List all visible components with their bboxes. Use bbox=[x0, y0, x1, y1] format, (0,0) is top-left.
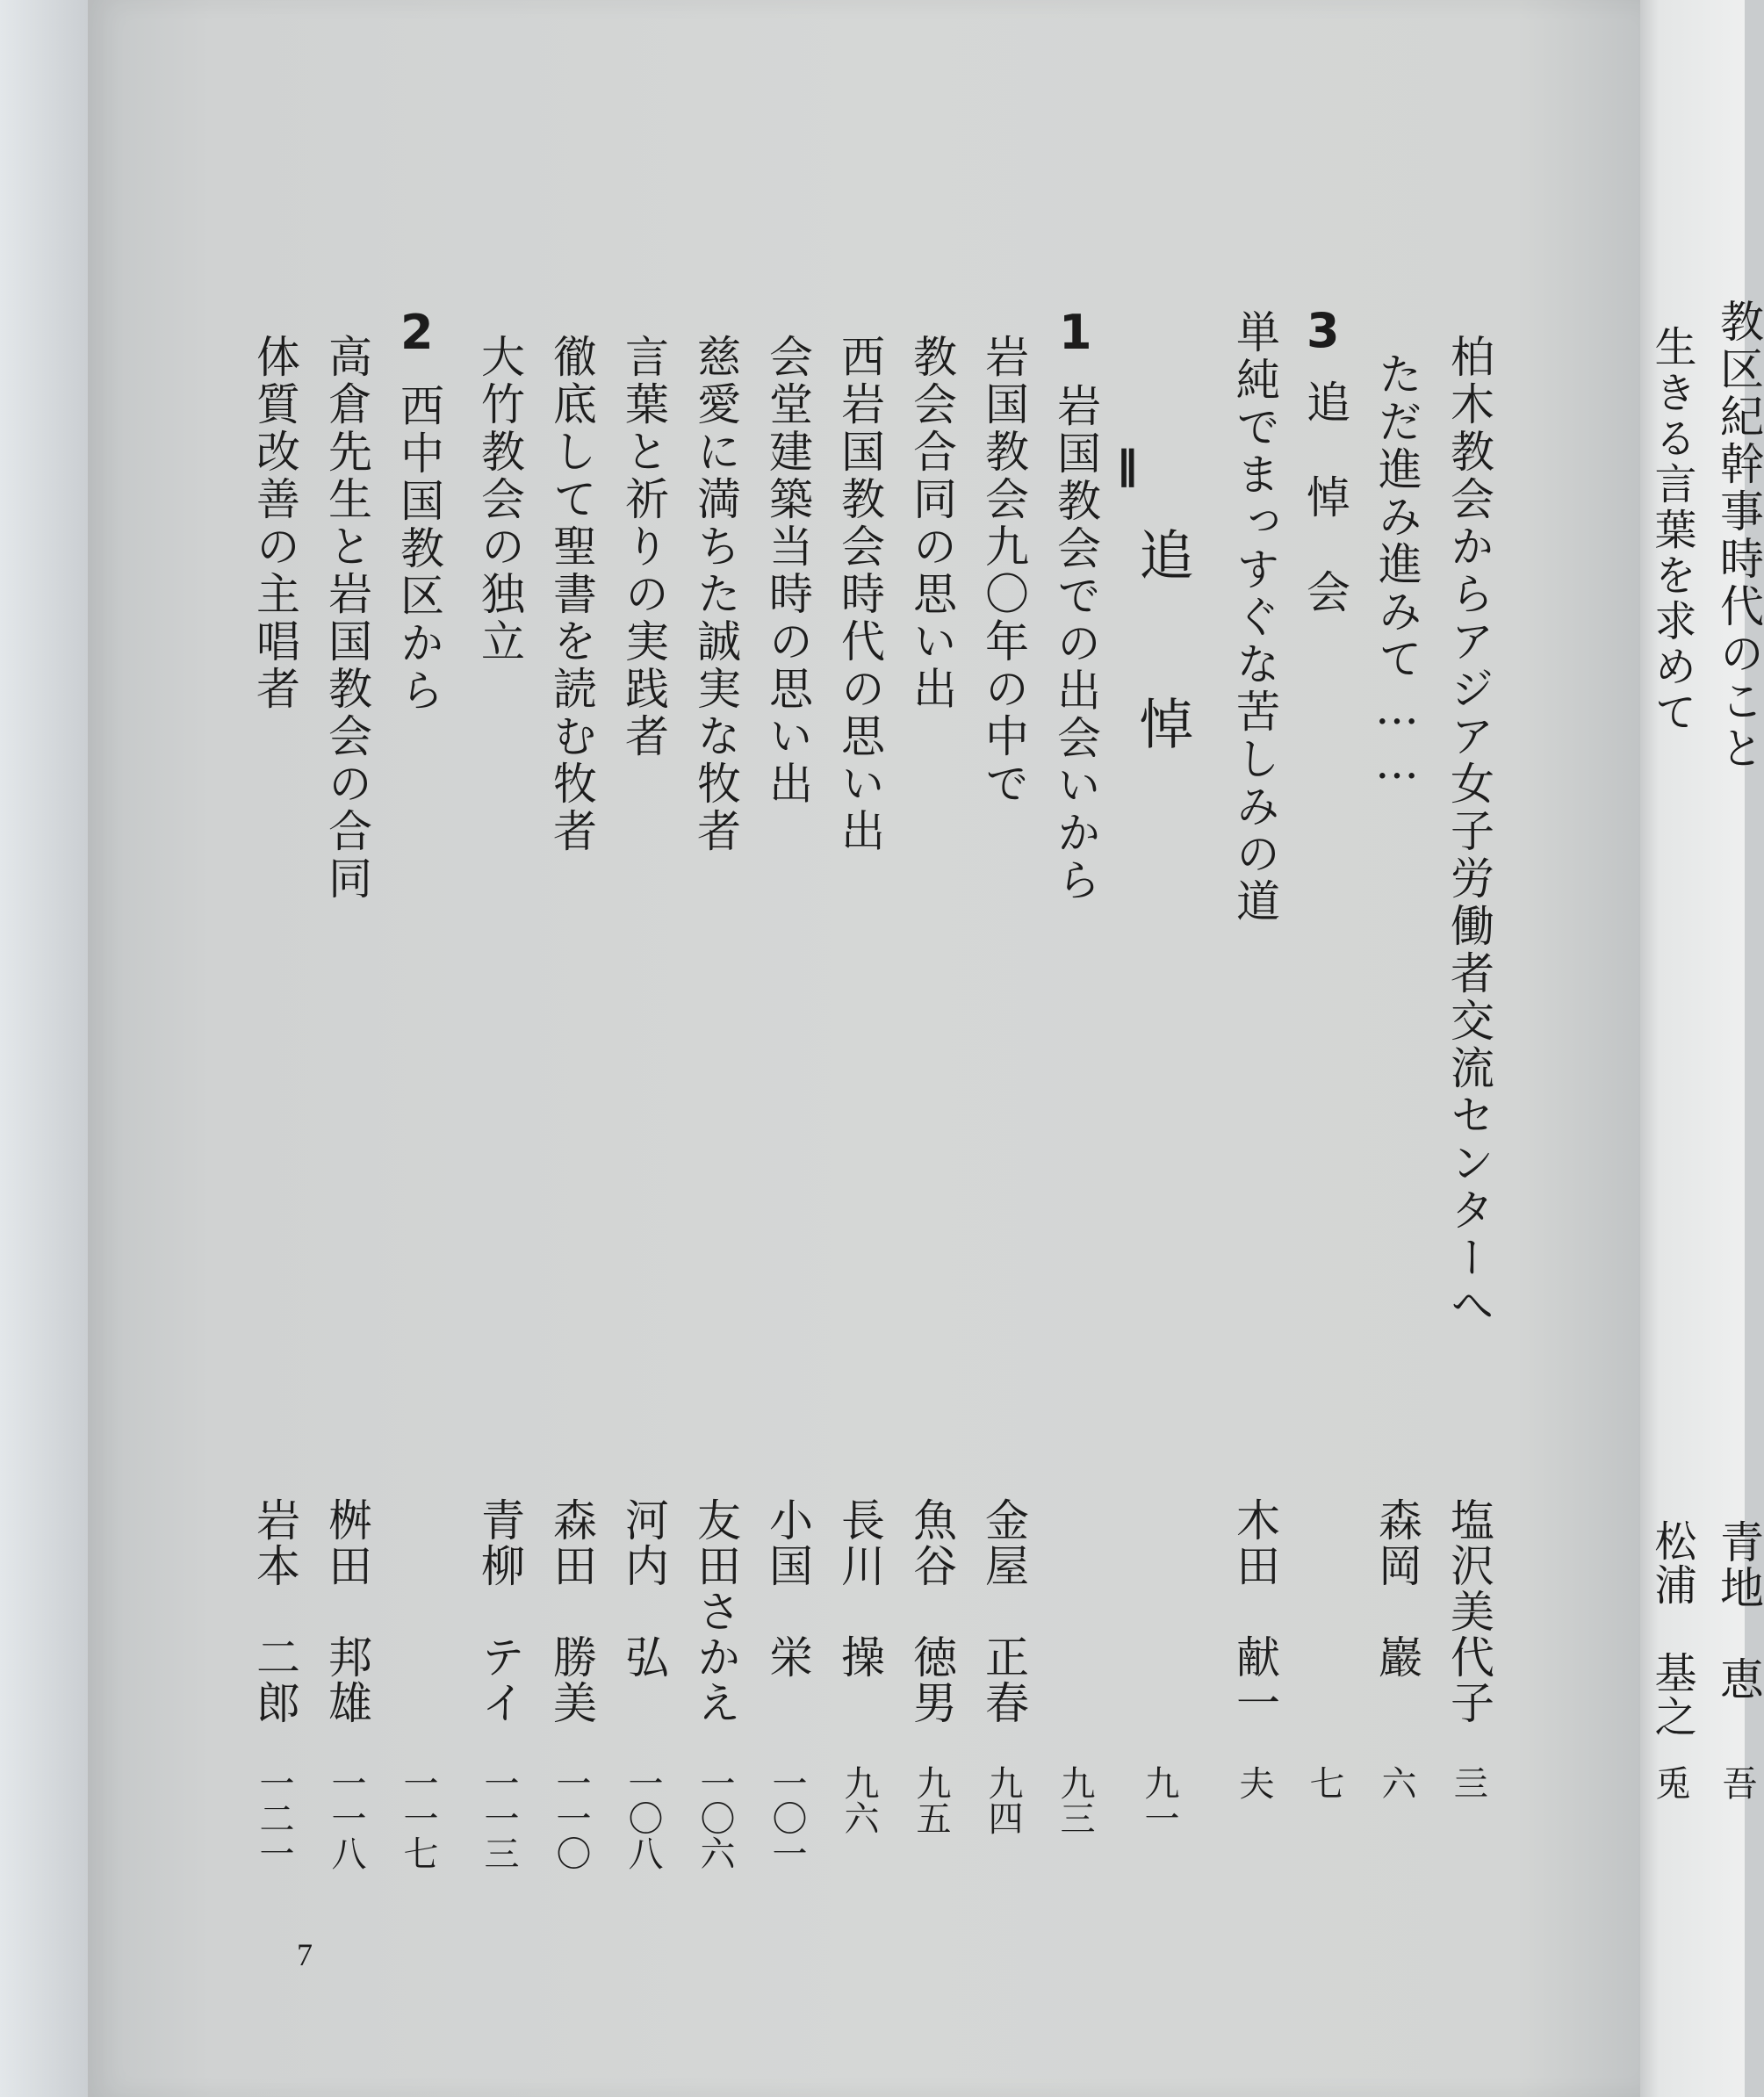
toc-entry-page: 亖 bbox=[1448, 1765, 1488, 1800]
toc-entry-page: 吾 bbox=[1717, 1765, 1757, 1800]
toc-entry-title: 追 悼 会 bbox=[1300, 379, 1350, 616]
toc-entry-title: 西中国教区から bbox=[393, 383, 444, 715]
toc-entry-author: 魚谷 徳男 bbox=[906, 1497, 957, 1726]
toc-entry-title: 教会合同の思い出 bbox=[906, 334, 957, 713]
toc-entry-page: 一一三 bbox=[479, 1765, 519, 1870]
toc-entry-page: 一二一 bbox=[254, 1765, 294, 1870]
toc-entry-author: 長川 操 bbox=[834, 1497, 885, 1680]
toc-entry-page: 夫 bbox=[1234, 1765, 1274, 1800]
toc-entry-title: 言葉と祈りの実践者 bbox=[618, 334, 669, 760]
toc-entry-page: 一〇一 bbox=[767, 1765, 807, 1870]
toc-entry-title: 単純でまっすぐな苦しみの道 bbox=[1229, 309, 1280, 926]
toc-entry-title: 会堂建築当時の思い出 bbox=[762, 334, 813, 808]
toc-entry-page: 一一八 bbox=[326, 1765, 366, 1870]
toc-entry-title: 大竹教会の独立 bbox=[474, 334, 525, 666]
toc-entry-page: 六 bbox=[1376, 1765, 1416, 1800]
toc-entry-page: 九五 bbox=[911, 1765, 951, 1835]
toc-entry-author: 塩沢美代子 bbox=[1444, 1497, 1494, 1726]
toc-entry-author: 青柳 テイ bbox=[474, 1497, 525, 1726]
toc-entry-author: 森田 勝美 bbox=[546, 1497, 597, 1726]
toc-entry-title: 高倉先生と岩国教会の合同 bbox=[321, 334, 372, 903]
toc-entry-author: 岩本 二郎 bbox=[249, 1497, 300, 1726]
toc-entry-page: 九三 bbox=[1055, 1765, 1095, 1835]
section-number: 1 bbox=[1059, 305, 1092, 360]
toc-entry-title: 岩国教会九〇年の中で bbox=[978, 334, 1029, 808]
toc-entry-page: 一一七 bbox=[398, 1765, 438, 1870]
part-numeral: Ⅱ bbox=[1118, 441, 1137, 498]
toc-entry-title: 岩国教会での出会いから bbox=[1050, 383, 1101, 904]
toc-entry-author: 桝田 邦雄 bbox=[321, 1497, 372, 1726]
toc-entry-page: 九一 bbox=[1139, 1765, 1179, 1835]
toc-entry-author: 木田 献一 bbox=[1229, 1497, 1280, 1726]
toc-entry-author: 森岡 巖 bbox=[1372, 1497, 1422, 1680]
toc-entry-page: 一〇六 bbox=[695, 1765, 735, 1870]
toc-entry-title: 慈愛に満ちた誠実な牧者 bbox=[690, 334, 741, 855]
toc-entry-title: 西岩国教会時代の思い出 bbox=[834, 334, 885, 855]
section-number: 2 bbox=[400, 305, 434, 360]
toc-entry-author: 松浦 基之 bbox=[1647, 1519, 1696, 1739]
toc-entry-title: 生きる言葉を求めて bbox=[1647, 325, 1696, 736]
toc-entry-author: 友田さかえ bbox=[690, 1497, 741, 1726]
toc-entry-title: 教区紀幹事時代のこと bbox=[1713, 299, 1764, 773]
toc-entry-page: 一一〇 bbox=[551, 1765, 591, 1870]
toc-entry-title: 柏木教会からアジア女子労働者交流センターへ bbox=[1444, 334, 1494, 1330]
toc-entry-page: 九六 bbox=[839, 1765, 879, 1835]
toc-entry-author: 河内 弘 bbox=[618, 1497, 669, 1680]
section-number: 3 bbox=[1307, 303, 1340, 358]
toc-entry-title: 体質改善の主唱者 bbox=[249, 334, 300, 713]
part-title: 追悼 bbox=[1130, 527, 1194, 864]
toc-entry-title: ただ進み進みて…… bbox=[1372, 351, 1422, 792]
toc-entry-page: 一〇八 bbox=[623, 1765, 663, 1870]
toc-entry-author: 金屋 正春 bbox=[978, 1497, 1029, 1726]
toc-entry-title: 徹底して聖書を読む牧者 bbox=[546, 334, 597, 855]
toc-entry-page: 九四 bbox=[983, 1765, 1023, 1835]
toc-entry-page: 七 bbox=[1304, 1765, 1344, 1800]
toc-entry-page: 兎 bbox=[1650, 1765, 1690, 1800]
page-number: 7 bbox=[297, 1937, 313, 1972]
background-surface bbox=[0, 0, 97, 2097]
toc-entry-author: 青地 恵 bbox=[1713, 1519, 1764, 1702]
toc-entry-author: 小国 栄 bbox=[762, 1497, 813, 1680]
